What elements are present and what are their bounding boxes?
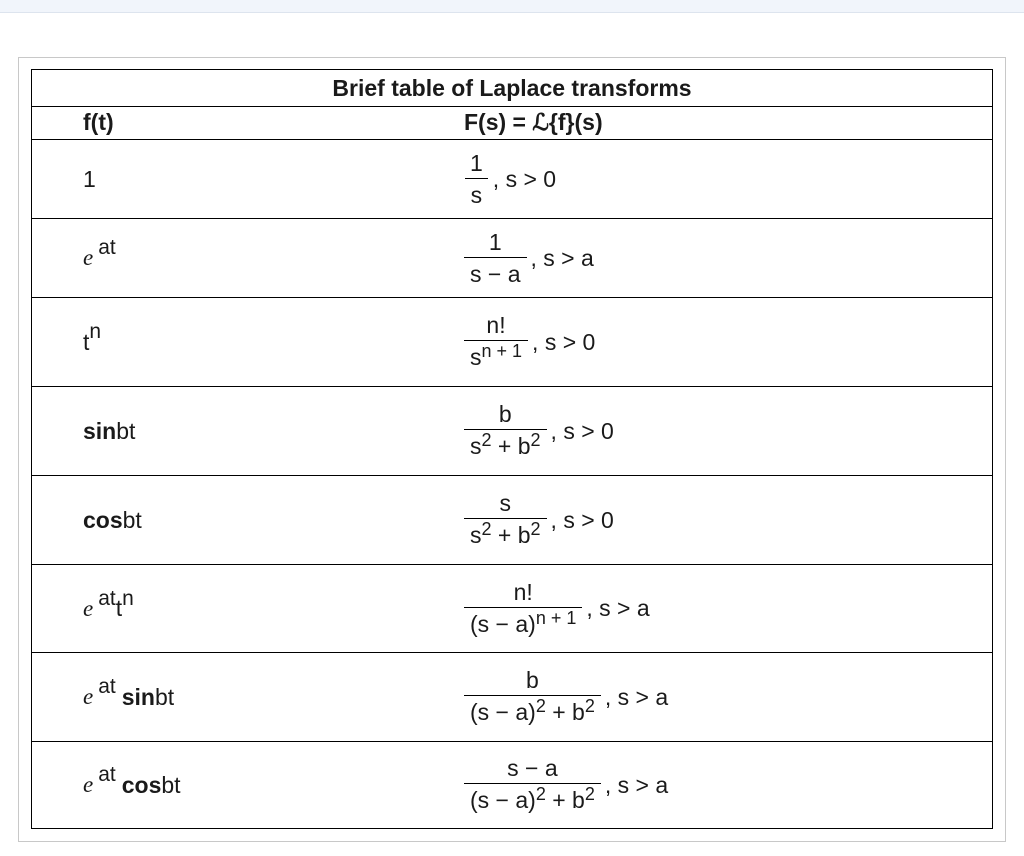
ft-t: t <box>115 595 123 621</box>
numerator: s − a <box>507 755 558 781</box>
table-row <box>32 140 992 218</box>
denominator <box>464 607 582 639</box>
table-row <box>32 219 992 297</box>
condition: , s > 0 <box>550 506 614 533</box>
condition: , s > 0 <box>532 328 596 355</box>
condition: , s > 0 <box>550 417 614 444</box>
top-bar <box>0 0 1024 13</box>
den-text: s − a <box>470 261 521 287</box>
ft-text: 1 <box>83 165 96 192</box>
numerator: s <box>499 490 512 516</box>
den-exponent: 2 <box>481 519 492 539</box>
fn-arg: bt <box>161 771 181 798</box>
fn-arg: bt <box>154 683 175 710</box>
cell-ft <box>83 219 116 297</box>
fn-name: sin <box>83 417 117 444</box>
fraction <box>464 229 527 287</box>
cell-ft <box>83 653 174 741</box>
numerator: 1 <box>470 150 483 176</box>
den-exponent-2: 2 <box>584 696 595 716</box>
table-row <box>32 653 992 741</box>
den-exponent-2: 2 <box>530 519 541 539</box>
cell-ft <box>83 387 135 475</box>
condition: , s > a <box>604 771 669 798</box>
euler-e: e <box>83 684 94 709</box>
exponent: at <box>98 586 116 610</box>
condition: , s > 0 <box>492 165 557 192</box>
denominator <box>464 257 527 287</box>
exponent: at <box>98 236 116 259</box>
fraction <box>464 667 601 727</box>
cell-ft <box>83 476 142 564</box>
cell-Fs <box>464 387 614 475</box>
fraction <box>464 490 547 550</box>
table-row <box>32 298 992 386</box>
condition: , s > a <box>604 683 669 710</box>
exponent: n <box>89 320 102 343</box>
laplace-table <box>31 69 993 829</box>
header-Fs: F(s) = ℒ{f}(s) <box>464 109 603 135</box>
den-mid: + b <box>491 522 531 548</box>
table-row <box>32 565 992 652</box>
fn-arg: bt <box>116 417 136 444</box>
fn-name: cos <box>121 771 162 798</box>
cell-Fs <box>464 140 556 218</box>
cell-Fs <box>464 565 650 652</box>
den-text: (s − a) <box>470 699 536 725</box>
den-exponent: n + 1 <box>481 341 523 361</box>
table-row <box>32 387 992 475</box>
fraction <box>464 150 489 208</box>
denominator <box>464 783 601 815</box>
header-row <box>32 106 992 139</box>
cell-ft <box>83 298 101 386</box>
cell-ft <box>83 565 134 652</box>
den-text: s <box>470 182 483 208</box>
cell-ft <box>83 742 181 828</box>
denominator <box>464 518 547 550</box>
cell-Fs <box>464 742 668 828</box>
numerator: 1 <box>488 229 502 255</box>
den-exponent: n + 1 <box>535 607 577 628</box>
den-exponent-2: 2 <box>584 784 595 804</box>
euler-e: e <box>83 245 94 270</box>
t-exponent: n <box>122 586 134 610</box>
cell-ft <box>83 140 96 218</box>
den-exponent: 2 <box>535 696 546 716</box>
den-text: s <box>470 433 482 459</box>
fraction <box>464 579 582 639</box>
den-mid: + b <box>545 699 585 725</box>
numerator: b <box>526 667 539 693</box>
fraction <box>464 312 528 372</box>
den-text: (s − a) <box>470 610 536 637</box>
exponent: at <box>98 675 116 698</box>
cell-Fs <box>464 653 668 741</box>
den-mid: + b <box>545 787 585 813</box>
condition: , s > a <box>586 595 650 621</box>
table-row <box>32 476 992 564</box>
denominator <box>464 695 601 727</box>
table-row <box>32 742 992 828</box>
numerator: n! <box>513 578 533 605</box>
euler-e: e <box>83 772 94 797</box>
table-title: Brief table of Laplace transforms <box>332 75 692 101</box>
fn-name: sin <box>121 683 155 710</box>
ft-text: t <box>83 328 90 355</box>
numerator: b <box>498 401 512 427</box>
cell-Fs <box>464 298 595 386</box>
fraction <box>464 755 601 815</box>
header-ft: f(t) <box>83 109 114 135</box>
euler-e: e <box>83 595 94 621</box>
fn-arg: bt <box>122 506 142 533</box>
fraction <box>464 401 547 461</box>
exponent: at <box>98 763 116 786</box>
denominator <box>465 178 489 208</box>
cell-Fs <box>464 476 614 564</box>
denominator <box>464 429 547 461</box>
den-exponent: 2 <box>481 430 492 450</box>
den-mid: + b <box>491 433 531 459</box>
den-exponent-2: 2 <box>530 430 541 450</box>
numerator: n! <box>486 312 506 338</box>
den-text: s <box>470 522 482 548</box>
cell-Fs <box>464 219 594 297</box>
den-text: s <box>470 344 482 370</box>
den-text: (s − a) <box>470 787 536 813</box>
condition: , s > a <box>530 244 594 271</box>
den-exponent: 2 <box>535 784 546 804</box>
denominator <box>464 340 528 372</box>
fn-name: cos <box>83 506 123 533</box>
